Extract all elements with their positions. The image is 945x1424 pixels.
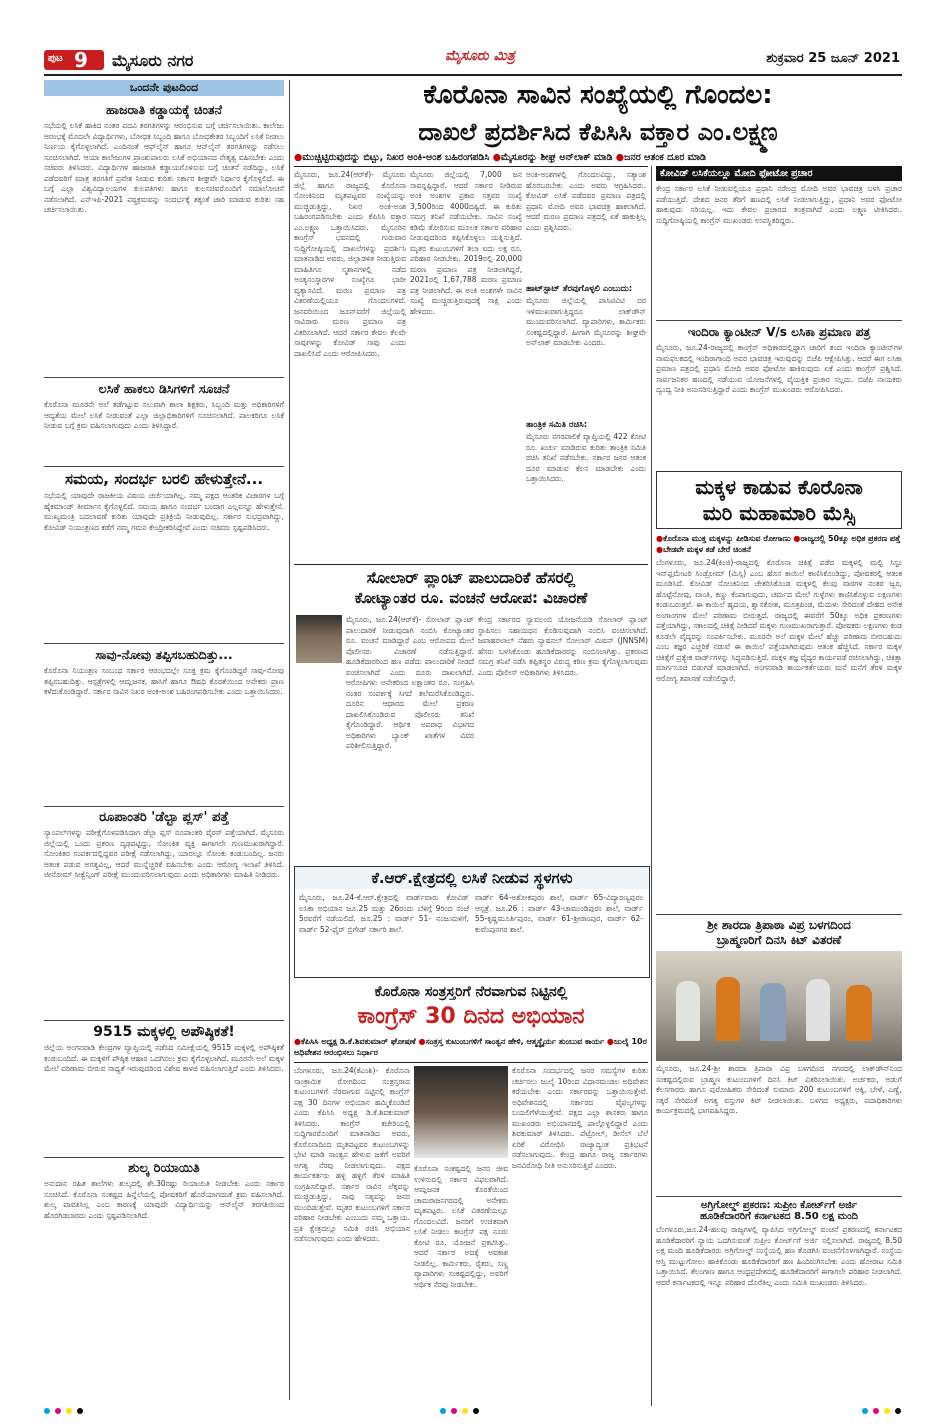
- side-body: ಕೇಂದ್ರ ಸರ್ಕಾರ ಲಸಿಕೆ ನೀಡುವಲ್ಲಿಯೂ ಪ್ರಧಾನಿ ನರೇಂದ್ರ ಮೋದಿ ಅವರ ಭಾವಚಿತ್ರ ಬಳಸಿ ಪ್ರಚಾರ ಪಡೆಯುತ್ತಿದೆ. ದೇಶದ ಜನರ ತೆರಿಗೆ ಹಣದಲ್ಲಿ ಲಸಿಕೆ ನೀಡಲಾಗುತ್ತಿದ್ದು, ಪ್ರಧಾನಿ ಅವರ ಫೋಟೋ ಹಾಕುವುದು ಸರಿಯಲ್ಲ. ಇದು ಕೇವಲ ಪ್ರಚಾರದ ತಂತ್ರವಾಗಿದೆ ಎಂದು ಲಕ್ಷ್ಮಣ ಟೀಕಿಸಿದರು. ಸುದ್ದಿಗೋಷ್ಠಿಯಲ್ಲಿ ಕಾಂಗ್ರೆಸ್ ಮುಖಂಡರು ಉಪಸ್ಥಿತರಿದ್ದರು.: [656, 184, 902, 225]
- right-column: [656, 166, 902, 1325]
- page-number: 9: [74, 48, 88, 72]
- misc-headline-1: ಮಕ್ಕಳ ಕಾಡುವ ಕೊರೊನಾ: [695, 475, 863, 499]
- column-divider: [651, 166, 652, 1406]
- campaign-subhead: ಸಂತ್ರಸ್ತ ಕುಟುಂಬಗಳಿಗೆ ಸಾಂತ್ವನ ಹೇಳಿ, ಆತ್ಮಸ್ಥೈರ್ಯ ತುಂಬುವ ಕಾರ್ಯ: [425, 1037, 605, 1046]
- bullet-icon: ●: [606, 1037, 614, 1046]
- lead-body: ಮೈಸೂರು ನಗರಪಾಲಿಕೆ ವ್ಯಾಪ್ತಿಯಲ್ಲಿ 422 ಕೋಟಿ ರೂ. ಖರ್ಚು ಮಾಡಿರುವ ಕುರಿತು ತಾಂತ್ರಿಕ ಸಮಿತಿ ರಚಿಸಿ ತನಿಖೆ ನಡೆಸಬೇಕು. ಸರ್ಕಾರ ಜನರ ಆತಂಕ ದೂರ ಮಾಡುವ ಕೆಲಸ ಮಾಡಬೇಕು ಎಂದು ಒತ್ತಾಯಿಸಿದರು.: [526, 432, 646, 483]
- side-heading: ಇಂದಿರಾ ಕ್ಯಾಂಟೀನ್ V/s ಲಸಿಕಾ ಪ್ರಮಾಣ ಪತ್ರ: [656, 320, 902, 340]
- page-label: ಪುಟ: [48, 53, 63, 64]
- story-heading: ಸಮಯ, ಸಂದರ್ಭ ಬರಲಿ ಹೇಳುತ್ತೇನೆ...: [44, 466, 284, 488]
- section-rule: [294, 1062, 648, 1063]
- story-heading: 9515 ಮಕ್ಕಳಲ್ಲಿ ಅಪೌಷ್ಠಿಕತೆ!: [44, 1020, 284, 1040]
- misc-headline-2: ಮರಿ ಮಹಾಮಾರಿ ಮೆಸ್ಸಿ: [702, 501, 856, 525]
- side-body: ಬೆಂಗಳೂರು,ಜೂ.24-ಹಲವು ರಾಜ್ಯಗಳಲ್ಲಿ ವ್ಯಾಪಿಸಿದ ಅಗ್ರಿಗೋಲ್ಡ್ ವಂಚನೆ ಪ್ರಕರಣದಲ್ಲಿ ಕರ್ನಾಟಕದ ಹೂಡಿಕೆದಾರರಿಗೆ ನ್ಯಾಯ ಒದಗಿಸುವಂತೆ ಸುಪ್ರೀಂ ಕೋರ್ಟ್‌ಗೆ ಅರ್ಜಿ ಸಲ್ಲಿಸಲಾಗಿದೆ. ರಾಜ್ಯದಲ್ಲಿ 8.50 ಲಕ್ಷ ಮಂದಿ ಹೂಡಿಕೆದಾರರು ಅಗ್ರಿಗೋಲ್ಡ್ ಸಂಸ್ಥೆಯಲ್ಲಿ ಹಣ ತೊಡಗಿಸಿ ವಂಚನೆಗೊಳಗಾಗಿದ್ದಾರೆ. ಸಂಸ್ಥೆಯ ಆಸ್ತಿ ಮುಟ್ಟುಗೋಲು ಹಾಕಿಕೊಂಡು ಹೂಡಿಕೆದಾರರಿಗೆ ಹಣ ಹಿಂದಿರುಗಿಸಬೇಕು ಎಂದು ಹೋರಾಟ ಸಮಿತಿ ಒತ್ತಾಯಿಸಿದೆ. ತೆಲಂಗಾಣ ಹಾಗೂ ಆಂಧ್ರಪ್ರದೇಶದಲ್ಲಿ ಹೂಡಿಕೆದಾರರಿಗೆ ಈಗಾಗಲೇ ಪರಿಹಾರ ನೀಡಲಾಗಿದೆ. ಆದರೆ ಕರ್ನಾಟಕದಲ್ಲಿ ಇನ್ನೂ ಪರಿಹಾರ ದೊರೆತಿಲ್ಲ ಎಂದು ಸಮಿತಿ ಮುಖಂಡರು ತಿಳಿಸಿದರು.: [656, 1225, 902, 1287]
- bullet-icon: ●: [492, 152, 502, 163]
- column-divider: [289, 80, 290, 1400]
- side-heading: ಕೋವಿಡ್ ಲಸಿಕೆಯಲ್ಲೂ ಮೋದಿ ಫೋಟೋ ಪ್ರಚಾರ: [660, 168, 813, 179]
- bullet-icon: ●: [418, 1037, 426, 1046]
- story-body: ಕೊರೊನಾ ನಿಯಂತ್ರಣ ಸಂಬಂಧ ಸರ್ಕಾರ ಆರಂಭದಲ್ಲೇ ಸೂಕ್ತ ಕ್ರಮ ಕೈಗೊಂಡಿದ್ದರೆ ಸಾವು-ನೋವು ತಪ್ಪಿಸಬಹುದಿತ್ತು. ಆಸ್ಪತ್ರೆಗಳಲ್ಲಿ ಆಮ್ಲಜನಕ, ಹಾಸಿಗೆ ಹಾಗೂ ಔಷಧಿ ಕೊರತೆಯಿಂದ ಅನೇಕರು ಪ್ರಾಣ ಕಳೆದುಕೊಂಡಿದ್ದಾರೆ. ಸರ್ಕಾರ ಸಾವಿನ ನಿಖರ ಅಂಕಿ-ಅಂಶ ಬಹಿರಂಗಪಡಿಸಬೇಕು ಎಂದು ಒತ್ತಾಯಿಸಿದರು.: [44, 666, 284, 696]
- left-column: [44, 80, 284, 1400]
- campaign-body-col1: ಬೆಂಗಳೂರು, ಜೂ.24(ಕೆಎಂಶಿ)- ಕೊರೊನಾ ಸಾಂಕ್ರಾಮಿಕ ರೋಗದಿಂದ ಸಂತ್ರಸ್ತರಾದ ಕುಟುಂಬಗಳಿಗೆ ನೆರವಾಗುವ ನಿಟ್ಟಿನಲ್ಲಿ ಕಾಂಗ್ರೆಸ್ ಪಕ್ಷ 30 ದಿನಗಳ ಅಭಿಯಾನ ಹಮ್ಮಿಕೊಂಡಿದೆ ಎಂದು ಕೆಪಿಸಿಸಿ ಅಧ್ಯಕ್ಷ ಡಿ.ಕೆ.ಶಿವಕುಮಾರ್ ತಿಳಿಸಿದರು. ಕಾಂಗ್ರೆಸ್ ಕಚೇರಿಯಲ್ಲಿ ಸುದ್ದಿಗಾರರೊಂದಿಗೆ ಮಾತನಾಡಿದ ಅವರು, ಕೊರೊನಾದಿಂದ ಮೃತಪಟ್ಟವರ ಕುಟುಂಬಗಳನ್ನು ಭೇಟಿ ಮಾಡಿ ಸಾಂತ್ವನ ಹೇಳುವ ಜತೆಗೆ ಅವರಿಗೆ ಅಗತ್ಯ ನೆರವು ನೀಡಲಾಗುವುದು. ಪಕ್ಷದ ಕಾರ್ಯಕರ್ತರು ಹಳ್ಳಿ ಹಳ್ಳಿಗೆ ತೆರಳಿ ಮಾಹಿತಿ ಸಂಗ್ರಹಿಸಲಿದ್ದಾರೆ. ಸರ್ಕಾರ ಸಾವಿನ ಲೆಕ್ಕವನ್ನು ಮುಚ್ಚಿಡುತ್ತಿದ್ದು, ನಾವು ಸತ್ಯವನ್ನು ಜನರ ಮುಂದಿಡುತ್ತೇವೆ. ಮೃತರ ಕುಟುಂಬಗಳಿಗೆ ಸರ್ಕಾರ ಪರಿಹಾರ ನೀಡಬೇಕು ಎಂಬುದು ನಮ್ಮ ಒತ್ತಾಯ. ಪ್ರತಿ ಕ್ಷೇತ್ರದಲ್ಲೂ ಸಮಿತಿ ರಚಿಸಿ ಅಭಿಯಾನ ನಡೆಸಲಾಗುವುದು ಎಂದು ಹೇಳಿದರು.: [294, 1066, 410, 1243]
- story-body: ಅನುದಾನ ರಹಿತ ಶಾಲೆಗಳು ಶುಲ್ಕದಲ್ಲಿ ಶೇ.30ರಷ್ಟು ರಿಯಾಯಿತಿ ನೀಡಬೇಕು ಎಂದು ಸರ್ಕಾರ ಸೂಚಿಸಿದೆ. ಕೊರೊನಾ ಸಂಕಷ್ಟದ ಹಿನ್ನೆಲೆಯಲ್ಲಿ ಪೋಷಕರಿಗೆ ಹೊರೆಯಾಗದಂತೆ ಕ್ರಮ ವಹಿಸಲಾಗಿದೆ. ಶುಲ್ಕ ಪಾವತಿಸಿಲ್ಲ ಎಂಬ ಕಾರಣಕ್ಕೆ ಯಾವುದೇ ವಿದ್ಯಾರ್ಥಿಯನ್ನು ಆನ್‌ಲೈನ್ ತರಗತಿಯಿಂದ ಹೊರಗಿಡಬಾರದು ಎಂದು ಸ್ಪಷ್ಟಪಡಿಸಲಾಗಿದೆ.: [44, 1179, 284, 1220]
- solar-headline-1: ಸೋಲಾರ್ ಪ್ಲಾಂಟ್ ಪಾಲುದಾರಿಕೆ ಹೆಸರಲ್ಲಿ: [366, 569, 576, 587]
- masthead: ಮೈಸೂರು ಮಿತ್ರ: [445, 48, 515, 64]
- lead-body-col2: ಮೈಸೂರು ಜಿಲ್ಲೆಯಲ್ಲಿ 7,000 ಜನ ಸಾವನ್ನಪ್ಪಿದ್ದಾರೆ. ಆದರೆ ಸರ್ಕಾರ ನೀಡಿರುವ ಅಂಕಿ ಅಂಶಗಳ ಪ್ರಕಾರ ಸತ್ತವರ ಸಂಖ್ಯೆ 3,500ರಿಂದ 4000ದಷ್ಟಿದೆ. ಈ ಕುರಿತು ಸಮಗ್ರ ತನಿಖೆ ನಡೆಯಬೇಕು. ಸಾವಿನ ಸಂಖ್ಯೆ ಕಡಿಮೆ ತೋರಿಸುವ ಮೂಲಕ ಸರ್ಕಾರ ಪರಿಹಾರ ನೀಡುವುದರಿಂದ ತಪ್ಪಿಸಿಕೊಳ್ಳಲು ಯತ್ನಿಸುತ್ತಿದೆ. ಮೃತರ ಕುಟುಂಬಗಳಿಗೆ ತಲಾ ಐದು ಲಕ್ಷ ರೂ. ಪರಿಹಾರ ನೀಡಬೇಕು. 2019ರಲ್ಲಿ 20,000 ಮರಣ ಪ್ರಮಾಣ ಪತ್ರ ನೀಡಲಾಗಿದ್ದರೆ, 2021ರಲ್ಲಿ 1,67,788 ಮರಣ ಪ್ರಮಾಣ ಪತ್ರ ನೀಡಲಾಗಿದೆ. ಈ ಅಂಕಿ ಅಂಶಗಳೇ ಸಾವಿನ ಸಂಖ್ಯೆ ಮುಚ್ಚಿಡುತ್ತಿರುವುದಕ್ಕೆ ಸಾಕ್ಷಿ ಎಂದು ಹೇಳಿದರು.: [410, 170, 522, 316]
- lead-subhead: ಮೈಸೂರನ್ನು ಶೀಘ್ರ ಅನ್‌ಲಾಕ್ ಮಾಡಿ: [501, 152, 613, 163]
- registration-marks-right: [862, 1408, 901, 1414]
- vaccination-body-1: ಮೈಸೂರು, ಜೂ.24-ಕೆ.ಆರ್.ಕ್ಷೇತ್ರದಲ್ಲಿ ವಾರ್ಡ್‌ವಾರು ಕೋವಿಡ್ ಲಸಿಕಾ ಅಭಿಯಾನ ಜೂ.25 ಮತ್ತು 26ರಂದು ಬೆಳಿಗ್ಗೆ 9ರಿಂದ ಸಂಜೆ 5ರವರೆಗೆ ನಡೆಯಲಿದೆ. ಜೂ.25 : ವಾರ್ಡ್ 51- ನಂಜುಮಳಿಗೆ, ವಾರ್ಡ್ 52-ಫೈರ್ ಬ್ರಿಗೇಡ್ ಸರ್ಕಾರಿ ಶಾಲೆ.: [299, 893, 469, 934]
- misc-subhead: ಬೇಡವೇ ಮಕ್ಕಳ ಕಡೆ ಬೇರೆ ಚಿಂತನೆ: [662, 545, 751, 554]
- lead-body: ಮೈಸೂರು ಜಿಲ್ಲೆಯಲ್ಲಿ ಪಾಸಿಟಿವಿಟಿ ದರ ಇಳಿಮುಖವಾಗುತ್ತಿದ್ದರೂ ಲಾಕ್‌ಡೌನ್ ಮುಂದುವರಿಸಲಾಗಿದೆ. ವ್ಯಾಪಾರಿಗಳು, ಕಾರ್ಮಿಕರು ಸಂಕಷ್ಟದಲ್ಲಿದ್ದಾರೆ. ಹೀಗಾಗಿ ಮೈಸೂರನ್ನು ಶೀಘ್ರವೇ ಅನ್‌ಲಾಕ್ ಮಾಡಬೇಕು ಎಂದರು.: [526, 296, 646, 347]
- side-body: ಮೈಸೂರು, ಜೂ.24-ರಾಜ್ಯದಲ್ಲಿ ಕಾಂಗ್ರೆಸ್ ಅಧಿಕಾರದಲ್ಲಿದ್ದಾಗ ಜಾರಿಗೆ ತಂದ ಇಂದಿರಾ ಕ್ಯಾಂಟೀನ್‌ಗಳ ನಾಮಫಲಕದಲ್ಲಿ ಇಂದಿರಾಗಾಂಧಿ ಅವರ ಭಾವಚಿತ್ರ ಇರುವುದನ್ನು ಬಿಜೆಪಿ ಆಕ್ಷೇಪಿಸಿತ್ತು. ಆದರೆ ಈಗ ಲಸಿಕಾ ಪ್ರಮಾಣ ಪತ್ರದಲ್ಲಿ ಪ್ರಧಾನಿ ಮೋದಿ ಅವರ ಫೋಟೋ ಹಾಕಿರುವುದು ಏಕೆ ಎಂದು ಕಾಂಗ್ರೆಸ್ ಪ್ರಶ್ನಿಸಿದೆ. ಸಾರ್ವಜನಿಕರ ಹಣದಲ್ಲಿ ನಡೆಯುವ ಯೋಜನೆಗಳಲ್ಲಿ ವೈಯಕ್ತಿಕ ಪ್ರಚಾರ ಸಲ್ಲದು. ಬಿಜೆಪಿ ನಾಯಕರು ದ್ವಂದ್ವ ನೀತಿ ಅನುಸರಿಸುತ್ತಿದ್ದಾರೆ ಎಂದು ಕಾಂಗ್ರೆಸ್ ಮುಖಂಡರು ಆರೋಪಿಸಿದರು.: [656, 343, 902, 394]
- story-body: ಕೊರೊನಾ ಮೂರನೇ ಅಲೆ ತಡೆಗಟ್ಟುವ ಸಲುವಾಗಿ ಶಾಲಾ ಶಿಕ್ಷಕರು, ಸಿಬ್ಬಂದಿ ಮತ್ತು ಅಧಿಕಾರಿಗಳಿಗೆ ಆದ್ಯತೆಯ ಮೇಲೆ ಲಸಿಕೆ ನೀಡುವಂತೆ ಎಲ್ಲಾ ಜಿಲ್ಲಾಧಿಕಾರಿಗಳಿಗೆ ಸೂಚಿಸಲಾಗಿದೆ. ಪಾಲಕರಿಗೂ ಲಸಿಕೆ ನೀಡುವ ಬಗ್ಗೆ ಕ್ರಮ ವಹಿಸಲಾಗುವುದು ಎಂದು ತಿಳಿಸಿದ್ದಾರೆ.: [44, 400, 284, 430]
- lead-headline-2: ದಾಖಲೆ ಪ್ರದರ್ಶಿಸಿದ ಕೆಪಿಸಿಸಿ ವಕ್ತಾರ ಎಂ.ಲಕ್ಷ್ಮಣ: [418, 118, 778, 146]
- registration-marks-left: [44, 1408, 83, 1414]
- lead-headline-1: ಕೊರೊನಾ ಸಾವಿನ ಸಂಖ್ಯೆಯಲ್ಲಿ ಗೊಂದಲ:: [423, 80, 773, 110]
- bullet-icon: ●: [656, 545, 663, 554]
- header-rule: [44, 74, 902, 76]
- story-heading: ಸಾವು-ನೋವು ತಪ್ಪಿಸಬಹುದಿತ್ತು...: [44, 643, 284, 663]
- vaccination-box: [294, 866, 650, 978]
- solar-headline-2: ಕೋಟ್ಯಾಂತರ ರೂ. ವಂಚನೆ ಆರೋಪ: ವಿಚಾರಣೆ: [354, 589, 588, 607]
- side-heading: ಬ್ರಾಹ್ಮಣರಿಗೆ ದಿನಸಿ ಕಿಟ್ ವಿತರಣೆ: [716, 933, 842, 947]
- distribution-photo: [656, 951, 902, 1061]
- story-body: ಸ್ಯಾಂಪಲ್‌ಗಳನ್ನು ಪರೀಕ್ಷೆಗೊಳಪಡಿಸಿದಾಗ ಡೆಲ್ಟಾ ಪ್ಲಸ್ ರೂಪಾಂತರಿ ವೈರಸ್ ಪತ್ತೆಯಾಗಿದೆ. ಮೈಸೂರು ಜಿಲ್ಲೆಯಲ್ಲಿ ಒಂದು ಪ್ರಕರಣ ದೃಢಪಟ್ಟಿದ್ದು, ಸೋಂಕಿತ ವ್ಯಕ್ತಿ ಈಗಾಗಲೇ ಗುಣಮುಖರಾಗಿದ್ದಾರೆ. ಸೋಂಕಿತರ ಸಂಪರ್ಕದಲ್ಲಿದ್ದವರ ಪರೀಕ್ಷೆ ನಡೆಸಲಾಗಿದ್ದು, ಯಾರಲ್ಲೂ ಸೋಂಕು ಕಂಡುಬಂದಿಲ್ಲ. ಜನರು ಆತಂಕ ಪಡುವ ಅಗತ್ಯವಿಲ್ಲ, ಆದರೆ ಮುನ್ನೆಚ್ಚರಿಕೆ ವಹಿಸಬೇಕು ಎಂದು ಆರೋಗ್ಯ ಇಲಾಖೆ ತಿಳಿಸಿದೆ. ಜೀನೋಮ್ ಸೀಕ್ವೆನ್ಸಿಂಗ್ ಪರೀಕ್ಷೆ ಮುಂದುವರಿಸಲಾಗುವುದು ಎಂದು ಅಧಿಕಾರಿಗಳು ಮಾಹಿತಿ ನೀಡಿದರು.: [44, 828, 284, 879]
- bullet-icon: ●: [615, 152, 625, 163]
- lead-body-col3: [526, 170, 646, 560]
- lead-rule: [294, 166, 648, 167]
- side-heading-bar: [656, 166, 902, 181]
- misc-subhead: ರಾಜ್ಯದಲ್ಲಿ 50ಕ್ಕೂ ಅಧಿಕ ಪ್ರಕರಣ ಪತ್ತೆ: [800, 534, 901, 543]
- bullet-icon: ●: [793, 534, 801, 543]
- story-body: ಸಭೆಯಲ್ಲಿ ಲಸಿಕೆ ಹಾಕಿದ ನಂತರ ಪದವಿ ತರಗತಿಗಳನ್ನು ಆರಂಭಿಸುವ ಬಗ್ಗೆ ಚರ್ಚಿಸಲಾಯಿತು. ಕಾಲೇಜು ಆರಂಭಕ್ಕೆ ಮೊದಲೇ ವಿದ್ಯಾರ್ಥಿಗಳು, ಬೋಧಕ ಸಿಬ್ಬಂದಿ ಹಾಗೂ ಬೋಧಕೇತರ ಸಿಬ್ಬಂದಿಗೆ ಲಸಿಕೆ ನೀಡಲು ನಿರ್ಣಯ ಕೈಗೊಳ್ಳಲಾಗಿದೆ. ಎಂದಿನಂತೆ ಆಫ್‌ಲೈನ್ ಹಾಗೂ ಆನ್‌ಲೈನ್ ತರಗತಿಗಳನ್ನು ನಡೆಸಲು ಸೂಚಿಸಲಾಗಿದೆ. ಆಯಾ ಕಾಲೇಜುಗಳ ಪ್ರಾಂಶುಪಾಲರು ಲಸಿಕೆ ಅಭಿಯಾನದ ನೇತೃತ್ವ ವಹಿಸಬೇಕು ಎಂದು ಸಚಿವರು ತಿಳಿಸಿದರು. ವಿದ್ಯಾರ್ಥಿಗಳ ಹಾಜರಾತಿ ಕಡ್ಡಾಯಗೊಳಿಸುವ ಬಗ್ಗೆ ಚಿಂತನೆ ನಡೆದಿದ್ದು, ಲಸಿಕೆ ಪಡೆದವರಿಗೆ ಮಾತ್ರ ತರಗತಿಗೆ ಪ್ರವೇಶ ನೀಡುವ ಕುರಿತು ಸರ್ಕಾರ ಶೀಘ್ರವೇ ನಿರ್ಧಾರ ಕೈಗೊಳ್ಳಲಿದೆ. ಈ ಬಗ್ಗೆ ಎಲ್ಲಾ ವಿಶ್ವವಿದ್ಯಾಲಯಗಳ ಕುಲಪತಿಗಳು ಹಾಗೂ ಕುಲಸಚಿವರೊಂದಿಗೆ ಸಮಾಲೋಚನೆ ನಡೆಸಲಾಗಿದೆ. ಎನ್‌ಇಪಿ-2021 ಪಠ್ಯಕ್ರಮವನ್ನು ಸಂದರ್ಭಕ್ಕೆ ತಕ್ಕಂತೆ ಜಾರಿ ಮಾಡುವ ಕುರಿತು ಸಹ ಚರ್ಚಿಸಲಾಯಿತು.: [44, 121, 284, 214]
- lead-subhead: ಜನರ ಆತಂಕ ದೂರ ಮಾಡಿ: [624, 152, 707, 163]
- campaign-body-col2: ಕೊರೊನಾ ಸಂಕಷ್ಟದಲ್ಲಿ ಜನರ ಜೀವ ಉಳಿಸುವಲ್ಲಿ ಸರ್ಕಾರ ವಿಫಲವಾಗಿದೆ. ಆಮ್ಲಜನಕ ಕೊರತೆಯಿಂದ ಚಾಮರಾಜನಗರದಲ್ಲಿ ಅನೇಕರು ಮೃತಪಟ್ಟರು. ಲಸಿಕೆ ವಿತರಣೆಯಲ್ಲೂ ಗೊಂದಲವಿದೆ. ಜನರಿಗೆ ಉಚಿತವಾಗಿ ಲಸಿಕೆ ನೀಡಲು ಕಾಂಗ್ರೆಸ್ ಪಕ್ಷ ನೂರು ಕೋಟಿ ರೂ. ಯೋಜನೆ ಪ್ರಕಟಿಸಿತ್ತು. ಆದರೆ ಸರ್ಕಾರ ಅದಕ್ಕೆ ಅವಕಾಶ ನೀಡಲಿಲ್ಲ. ಕಾರ್ಮಿಕರು, ರೈತರು, ಸಣ್ಣ ವ್ಯಾಪಾರಿಗಳು ಸಂಕಷ್ಟದಲ್ಲಿದ್ದು, ಅವರಿಗೆ ಆರ್ಥಿಕ ನೆರವು ನೀಡಬೇಕು.: [414, 1164, 508, 1289]
- story-body: ಜಿಲ್ಲೆಯ ಅಂಗನವಾಡಿ ಕೇಂದ್ರಗಳ ವ್ಯಾಪ್ತಿಯಲ್ಲಿ ನಡೆಸಿದ ಸಮೀಕ್ಷೆಯಲ್ಲಿ 9515 ಮಕ್ಕಳಲ್ಲಿ ಅಪೌಷ್ಠಿಕತೆ ಕಂಡುಬಂದಿದೆ. ಈ ಮಕ್ಕಳಿಗೆ ಪೌಷ್ಠಿಕ ಆಹಾರ ಒದಗಿಸಲು ಕ್ರಮ ಕೈಗೊಳ್ಳಲಾಗಿದೆ. ಮೂರನೇ ಅಲೆ ಮಕ್ಕಳ ಮೇಲೆ ಪರಿಣಾಮ ಬೀರುವ ಸಾಧ್ಯತೆ ಇರುವುದರಿಂದ ವಿಶೇಷ ಕಾಳಜಿ ವಹಿಸಲಾಗುತ್ತಿದೆ ಎಂದು ತಿಳಿಸಿದರು.: [44, 1043, 284, 1073]
- vaccination-body-2: ವಾರ್ಡ್ 64-ಅಶೋಕಪುರಂ ಶಾಲೆ, ವಾರ್ಡ್ 65-ವಿದ್ಯಾರಣ್ಯಪುರಂ ಆಸ್ಪತ್ರೆ. ಜೂ.26 : ವಾರ್ಡ್ 43-ಚಾಮುಂಡಿಪುರಂ ಶಾಲೆ, ವಾರ್ಡ್ 55-ಕೃಷ್ಣಮೂರ್ತಿಪುರಂ, ವಾರ್ಡ್ 61-ಶ್ರೀರಾಂಪುರ, ವಾರ್ಡ್ 62-ಕುವೆಂಪುನಗರ ಶಾಲೆ.: [475, 893, 643, 934]
- story-heading: ಹಾಜರಾತಿ ಕಡ್ಡಾಯಕ್ಕೆ ಚಿಂತನೆ: [106, 102, 222, 117]
- vaccination-heading: ಕೆ.ಆರ್.ಕ್ಷೇತ್ರದಲ್ಲಿ ಲಸಿಕೆ ನೀಡುವ ಸ್ಥಳಗಳು: [295, 867, 649, 889]
- leader-photo: [414, 1066, 508, 1158]
- officer-photo: [296, 615, 342, 663]
- lead-body: ಅಂಕಿ-ಅಂಶಗಳಲ್ಲಿ ಗೊಂದಲವಿದ್ದು, ಸತ್ಯಾಂಶ ಹೊರಬರಬೇಕು ಎಂದು ಅವರು ಆಗ್ರಹಿಸಿದರು. ಕೋವಿಡ್ ಲಸಿಕೆ ಪಡೆದವರ ಪ್ರಮಾಣ ಪತ್ರದಲ್ಲಿ ಪ್ರಧಾನಿ ಮೋದಿ ಅವರ ಭಾವಚಿತ್ರ ಹಾಕಲಾಗಿದೆ. ಆದರೆ ಮರಣ ಪ್ರಮಾಣ ಪತ್ರದಲ್ಲಿ ಏಕೆ ಹಾಕುತ್ತಿಲ್ಲ ಎಂದು ಪ್ರಶ್ನಿಸಿದರು.: [526, 170, 646, 232]
- misc-box: [656, 471, 902, 529]
- lead-subhead-inline: ಹಾಟ್‌ಸ್ಪಾಟ್ ತೆರವುಗೊಳ್ಳಲಿ ಎಂಬುದು:: [526, 284, 633, 294]
- solar-body-col1: ಮೈಸೂರು, ಜೂ.24(ಆರ್‌ಕೆ)- ಸೋಲಾರ್ ಪ್ಲಾಂಟ್ ಪಾಲುದಾರಿಕೆ ನೀಡುವುದಾಗಿ ನಂಬಿಸಿ ಕೋಟ್ಯಾಂತರ ರೂ. ವಂಚನೆ ಮಾಡಿದ್ದಾರೆ ಎಂಬ ಆರೋಪದ ಮೇಲೆ ಪೊಲೀಸರು ವಿಚಾರಣೆ ನಡೆಸುತ್ತಿದ್ದಾರೆ. ಹೂಡಿಕೆದಾರರಿಂದ ಹಣ ಪಡೆದು ಪಾಲುದಾರಿಕೆ ನೀಡದೆ ವಂಚಿಸಲಾಗಿದೆ ಎಂದು ದೂರು ದಾಖಲಾಗಿದೆ. ಆರೋಪಿಗಳು ಅನೇಕರಿಂದ ಲಕ್ಷಾಂತರ ರೂ. ಸಂಗ್ರಹಿಸಿ ನಂತರ ಸಂಪರ್ಕಕ್ಕೆ ಸಿಗದೆ ತಲೆಮರೆಸಿಕೊಂಡಿದ್ದರು. ದೂರಿನ ಆಧಾರದ ಮೇಲೆ ಪ್ರಕರಣ ದಾಖಲಿಸಿಕೊಂಡಿರುವ ಪೊಲೀಸರು ತನಿಖೆ ಕೈಗೊಂಡಿದ್ದಾರೆ. ಆರ್ಥಿಕ ಅಪರಾಧ ವಿಭಾಗದ ಅಧಿಕಾರಿಗಳು ಬ್ಯಾಂಕ್ ಖಾತೆಗಳ ವಿವರ ಪರಿಶೀಲಿಸುತ್ತಿದ್ದಾರೆ.: [346, 615, 474, 750]
- bullet-icon: ●: [656, 534, 663, 543]
- solar-body-col2: ಕೇಂದ್ರ ಸರ್ಕಾರದ ಸ್ವಾವಲಂಬಿ ಯೋಜನೆಯಡಿ ಸೋಲಾರ್ ಪ್ಲಾಂಟ್ ಸ್ಥಾಪಿಸಲು ಸಹಾಯಧನ ಕೊಡಿಸುವುದಾಗಿ ನಂಬಿಸಿ ವಂಚಿಸಲಾಗಿದೆ. ಜವಾಹರಲಾಲ್ ನೆಹರು ನ್ಯಾಷನಲ್ ಸೋಲಾರ್ ಮಿಷನ್ (JNNSM) ಹೆಸರು ಬಳಸಿಕೊಂಡು ಹೂಡಿಕೆದಾರರನ್ನು ನಂಬಿಸಲಾಗಿತ್ತು. ಪ್ರಕರಣದ ಸಮಗ್ರ ತನಿಖೆ ನಡೆಸಿ ತಪ್ಪಿತಸ್ಥರ ವಿರುದ್ಧ ಕಠಿಣ ಕ್ರಮ ಕೈಗೊಳ್ಳಲಾಗುವುದು ಎಂದು ಪೊಲೀಸ್ ಅಧಿಕಾರಿಗಳು ತಿಳಿಸಿದರು.: [478, 615, 648, 677]
- lead-body-col1: ಮೈಸೂರು, ಜೂ.24(ಆರ್‌ಕೆ)- ಮೈಸೂರು ಜಿಲ್ಲೆ ಹಾಗೂ ರಾಜ್ಯದಲ್ಲಿ ಕೊರೊನಾ ಸೋಂಕಿನಿಂದ ಮೃತಪಟ್ಟವರ ಸಂಖ್ಯೆಯನ್ನು ಮುಚ್ಚಿಡುತ್ತಿದ್ದು, ನಿಖರ ಅಂಕಿ-ಅಂಶ ಬಹಿರಂಗಪಡಿಸಬೇಕು ಎಂದು ಕೆಪಿಸಿಸಿ ವಕ್ತಾರ ಎಂ.ಲಕ್ಷ್ಮಣ ಒತ್ತಾಯಿಸಿದರು. ಮೈಸೂರಿನ ಕಾಂಗ್ರೆಸ್ ಭವನದಲ್ಲಿ ಗುರುವಾರ ಸುದ್ದಿಗೋಷ್ಠಿಯಲ್ಲಿ ದಾಖಲೆಗಳನ್ನು ಪ್ರದರ್ಶಿಸಿ ಮಾತನಾಡಿದ ಅವರು, ಜಿಲ್ಲಾಡಳಿತ ನೀಡುತ್ತಿರುವ ಮಾಹಿತಿಗೂ ಸ್ಮಶಾನಗಳಲ್ಲಿ ನಡೆದ ಅಂತ್ಯಸಂಸ್ಕಾರಗಳ ಸಂಖ್ಯೆಗೂ ಭಾರೀ ವ್ಯತ್ಯಾಸವಿದೆ. ಮರಣ ಪ್ರಮಾಣ ಪತ್ರ ವಿತರಣೆಯಲ್ಲಿಯೂ ಗೊಂದಲಗಳಿವೆ. ಜನವರಿಯಿಂದ ಜೂನ್‌ವರೆಗೆ ಜಿಲ್ಲೆಯಲ್ಲಿ ಸಾವಿರಾರು ಮರಣ ಪ್ರಮಾಣ ಪತ್ರ ವಿತರಿಸಲಾಗಿದೆ. ಆದರೆ ಸರ್ಕಾರ ಕೇವಲ ಕೆಲವೇ ಸಾವುಗಳನ್ನು ಕೋವಿಡ್ ಸಾವು ಎಂದು ದಾಖಲಿಸಿದೆ ಎಂದು ಆರೋಪಿಸಿದರು.: [294, 170, 406, 358]
- campaign-subhead: ಜುಲೈ 10ರ ಅಧಿವೇಶನ ಆರಂಭಿಸಲು ನಿರ್ಧಾರ: [294, 1037, 647, 1057]
- issue-date: ಶುಕ್ರವಾರ 25 ಜೂನ್ 2021: [766, 51, 900, 66]
- campaign-subhead: ಕೆಪಿಸಿಸಿ ಅಧ್ಯಕ್ಷ ಡಿ.ಕೆ.ಶಿವಕುಮಾರ್ ಘೋಷಣೆ: [300, 1037, 416, 1046]
- lead-subhead-inline: ತಾಂತ್ರಿಕ ಸಮಿತಿ ರಚಿಸಿ:: [526, 420, 588, 430]
- lead-subheads: [294, 152, 902, 163]
- side-heading: ಅಗ್ರಿಗೋಲ್ಡ್ ಪ್ರಕರಣ: ಸುಪ್ರೀಂ ಕೋರ್ಟ್‌ಗೆ ಅರ್ಜಿ: [656, 1196, 902, 1211]
- story-heading: ಲಸಿಕೆ ಹಾಕಲು ಡಿಸಿಗಳಿಗೆ ಸೂಚನೆ: [44, 377, 284, 397]
- continued-banner: ಒಂದನೇ ಪುಟದಿಂದ: [44, 80, 284, 96]
- campaign-headline-2: ಕಾಂಗ್ರೆಸ್ 30 ದಿನದ ಅಭಿಯಾನ: [357, 1004, 585, 1029]
- lead-subhead: ಮುಚ್ಚಿಟ್ಟಿರುವುದನ್ನು ಬಿಟ್ಟು, ನಿಖರ ಅಂಕಿ-ಅಂಶ ಬಹಿರಂಗಪಡಿಸಿ: [302, 152, 490, 163]
- section-name: ಮೈಸೂರು ನಗರ: [112, 51, 194, 70]
- bullet-icon: ●: [294, 1037, 301, 1046]
- campaign-body-col3: ಕೊರೊನಾ ಸಂದರ್ಭದಲ್ಲಿ ಜನರ ಸಮಸ್ಯೆಗಳ ಕುರಿತು ಚರ್ಚಿಸಲು ಜುಲೈ 10ರಿಂದ ವಿಧಾನಮಂಡಲ ಅಧಿವೇಶನ ಕರೆಯಬೇಕು ಎಂದು ಸರ್ಕಾರವನ್ನು ಒತ್ತಾಯಿಸುತ್ತೇವೆ. ಅಧಿವೇಶನದಲ್ಲಿ ಸರ್ಕಾರದ ವೈಫಲ್ಯಗಳನ್ನು ಬಯಲಿಗೆಳೆಯುತ್ತೇವೆ. ಪಕ್ಷದ ಎಲ್ಲಾ ಶಾಸಕರು ಹಾಗೂ ಮುಖಂಡರು ಅಭಿಯಾನದಲ್ಲಿ ಪಾಲ್ಗೊಳ್ಳಲಿದ್ದಾರೆ ಎಂದು ಶಿವಕುಮಾರ್ ತಿಳಿಸಿದರು. ಪೆಟ್ರೋಲ್, ಡೀಸೆಲ್ ಬೆಲೆ ಏರಿಕೆ ವಿರೋಧಿಸಿ ರಾಜ್ಯಾದ್ಯಂತ ಪ್ರತಿಭಟನೆ ನಡೆಸಲಾಗುವುದು. ಕೇಂದ್ರ ಹಾಗೂ ರಾಜ್ಯ ಸರ್ಕಾರಗಳು ಜನವಿರೋಧಿ ನೀತಿ ಅನುಸರಿಸುತ್ತಿವೆ ಎಂದರು.: [512, 1066, 648, 1170]
- side-heading: ಶ್ರೀ ಶಾರದಾ ತ್ರಿಪಾಠಾ ವಿಪ್ರ ಬಳಗದಿಂದ: [656, 914, 902, 933]
- side-heading: ಹೂಡಿಕೆದಾರರಿಗೆ ಕರ್ನಾಟಕದ 8.50 ಲಕ್ಷ ಮಂದಿ: [699, 1211, 859, 1222]
- bullet-icon: ●: [294, 152, 303, 163]
- misc-subhead: ಕೊರೊನಾ ಮುಕ್ತ ಮಕ್ಕಳನ್ನು ಪೀಡಿಸುವ ರೋಗಾಣು: [662, 534, 791, 543]
- campaign-subheads: [294, 1036, 648, 1058]
- side-body: ಬೆಂಗಳೂರು, ಜೂ.24(ಕಿಂಜಿ)-ರಾಜ್ಯದಲ್ಲಿ ಕೊರೊನಾ ಚಿಕಿತ್ಸೆ ಪಡೆದ ಮಕ್ಕಳಲ್ಲಿ ಮಲ್ಟಿ ಸಿಸ್ಟಂ ಇನ್‌ಫ್ಲಮೇಟರಿ ಸಿಂಡ್ರೋಮ್ (ಮಿಸ್ಸಿ) ಎಂಬ ಹೊಸ ಕಾಯಿಲೆ ಕಾಣಿಸಿಕೊಂಡಿದ್ದು, ಪೋಷಕರಲ್ಲಿ ಆತಂಕ ಮೂಡಿಸಿದೆ. ಕೋವಿಡ್ ಸೋಂಕಿನಿಂದ ಚೇತರಿಸಿಕೊಂಡ ಮಕ್ಕಳಲ್ಲಿ ಕೆಲವು ವಾರಗಳ ನಂತರ ಜ್ವರ, ಹೊಟ್ಟೆನೋವು, ವಾಂತಿ, ಕಣ್ಣು ಕೆಂಪಾಗುವುದು, ಚರ್ಮದ ಮೇಲೆ ಗುಳ್ಳೆಗಳು ಕಾಣಿಸಿಕೊಳ್ಳುವ ಲಕ್ಷಣಗಳು ಕಂಡುಬರುತ್ತವೆ. ಈ ಕಾಯಿಲೆ ಹೃದಯ, ಶ್ವಾಸಕೋಶ, ಮೂತ್ರಪಿಂಡ, ಮೆದುಳು ಸೇರಿದಂತೆ ದೇಹದ ಅನೇಕ ಅಂಗಾಂಗಗಳ ಮೇಲೆ ಪರಿಣಾಮ ಬೀರುತ್ತದೆ. ರಾಜ್ಯದಲ್ಲಿ ಈವರೆಗೆ 50ಕ್ಕೂ ಅಧಿಕ ಪ್ರಕರಣಗಳು ಪತ್ತೆಯಾಗಿದ್ದು, ಸಕಾಲದಲ್ಲಿ ಚಿಕಿತ್ಸೆ ನೀಡಿದರೆ ಮಕ್ಕಳು ಗುಣಮುಖರಾಗುತ್ತಾರೆ. ಪೋಷಕರು ಲಕ್ಷಣಗಳು ಕಂಡ ಕೂಡಲೇ ವೈದ್ಯರನ್ನು ಸಂಪರ್ಕಿಸಬೇಕು. ಮೂರನೇ ಅಲೆ ಮಕ್ಕಳ ಮೇಲೆ ಹೆಚ್ಚು ಪರಿಣಾಮ ಬೀರಬಹುದು ಎಂಬ ತಜ್ಞರ ಎಚ್ಚರಿಕೆ ನಡುವೆ ಈ ಕಾಯಿಲೆ ಪತ್ತೆಯಾಗಿರುವುದು ಆತಂಕ ಹೆಚ್ಚಿಸಿದೆ. ಸರ್ಕಾರ ಮಕ್ಕಳ ಚಿಕಿತ್ಸೆಗೆ ಪ್ರತ್ಯೇಕ ವಾರ್ಡ್‌ಗಳನ್ನು ಸಿದ್ಧಪಡಿಸುತ್ತಿದೆ. ಮಕ್ಕಳ ತಜ್ಞ ವೈದ್ಯರ ಕಾರ್ಯಪಡೆ ರಚಿಸಲಾಗಿದ್ದು, ಚಿಕಿತ್ಸಾ ಮಾರ್ಗಸೂಚಿ ಬಿಡುಗಡೆ ಮಾಡಲಾಗಿದೆ. ಅಂಗನವಾಡಿ ಕಾರ್ಯಕರ್ತೆಯರು ಮನೆ ಮನೆಗೆ ತೆರಳಿ ಮಕ್ಕಳ ಆರೋಗ್ಯ ತಪಾಸಣೆ ನಡೆಸಲಿದ್ದಾರೆ.: [656, 558, 902, 683]
- page-number-badge: [44, 50, 104, 70]
- story-heading: ಶುಲ್ಕ ರಿಯಾಯಿತಿ: [44, 1157, 284, 1176]
- story-body: ಸಭೆಯಲ್ಲಿ ಯಾವುದೇ ರಾಜಕೀಯ ವಿಷಯ ಚರ್ಚೆಯಾಗಿಲ್ಲ. ನಮ್ಮ ಪಕ್ಷದ ಆಂತರಿಕ ವಿಚಾರಗಳ ಬಗ್ಗೆ ಹೈಕಮಾಂಡ್ ತೀರ್ಮಾನ ಕೈಗೊಳ್ಳಲಿದೆ. ಸಮಯ ಹಾಗೂ ಸಂದರ್ಭ ಬಂದಾಗ ಎಲ್ಲವನ್ನೂ ಹೇಳುತ್ತೇನೆ. ಮುಖ್ಯಮಂತ್ರಿ ಬದಲಾವಣೆ ಕುರಿತು ಯಾವುದೇ ಪ್ರತಿಕ್ರಿಯೆ ನೀಡುವುದಿಲ್ಲ. ಸರ್ಕಾರ ಸುಭದ್ರವಾಗಿದ್ದು, ಕೋವಿಡ್ ನಿಯಂತ್ರಣದ ಕಡೆಗೆ ನಮ್ಮ ಗಮನ ಕೇಂದ್ರೀಕರಿಸಿದ್ದೇವೆ ಎಂದು ಸಚಿವರು ಸ್ಪಷ್ಟಪಡಿಸಿದರು.: [44, 491, 284, 532]
- section-rule: [294, 564, 648, 565]
- registration-marks-center: [440, 1408, 479, 1414]
- story-heading: ರೂಪಾಂತರಿ 'ಡೆಲ್ಟಾ ಪ್ಲಸ್' ಪತ್ತೆ: [44, 806, 284, 825]
- side-body: ಮೈಸೂರು, ಜೂ.24-ಶ್ರೀ ಶಾರದಾ ತ್ರಿಪಾಠಾ ವಿಪ್ರ ಬಳಗದಿಂದ ನಗರದಲ್ಲಿ ಲಾಕ್‌ಡೌನ್‌ನಿಂದ ಸಂಕಷ್ಟದಲ್ಲಿರುವ ಬ್ರಾಹ್ಮಣ ಕುಟುಂಬಗಳಿಗೆ ದಿನಸಿ ಕಿಟ್ ವಿತರಿಸಲಾಯಿತು. ಅರ್ಚಕರು, ಅಡುಗೆ ಕೆಲಸಗಾರರು ಹಾಗೂ ಪುರೋಹಿತರು ಸೇರಿದಂತೆ ಸುಮಾರು 200 ಕುಟುಂಬಗಳಿಗೆ ಅಕ್ಕಿ, ಬೇಳೆ, ಎಣ್ಣೆ, ಸಕ್ಕರೆ ಸೇರಿದಂತೆ ಅಗತ್ಯ ವಸ್ತುಗಳ ಕಿಟ್ ನೀಡಲಾಯಿತು. ಬಳಗದ ಅಧ್ಯಕ್ಷರು, ಪದಾಧಿಕಾರಿಗಳು ಕಾರ್ಯಕ್ರಮದಲ್ಲಿ ಭಾಗವಹಿಸಿದ್ದರು.: [656, 1064, 902, 1115]
- campaign-headline-1: ಕೊರೊನಾ ಸಂತ್ರಸ್ತರಿಗೆ ನೆರವಾಗುವ ನಿಟ್ಟಿನಲ್ಲಿ: [374, 984, 568, 1000]
- misc-subheads: [656, 533, 902, 555]
